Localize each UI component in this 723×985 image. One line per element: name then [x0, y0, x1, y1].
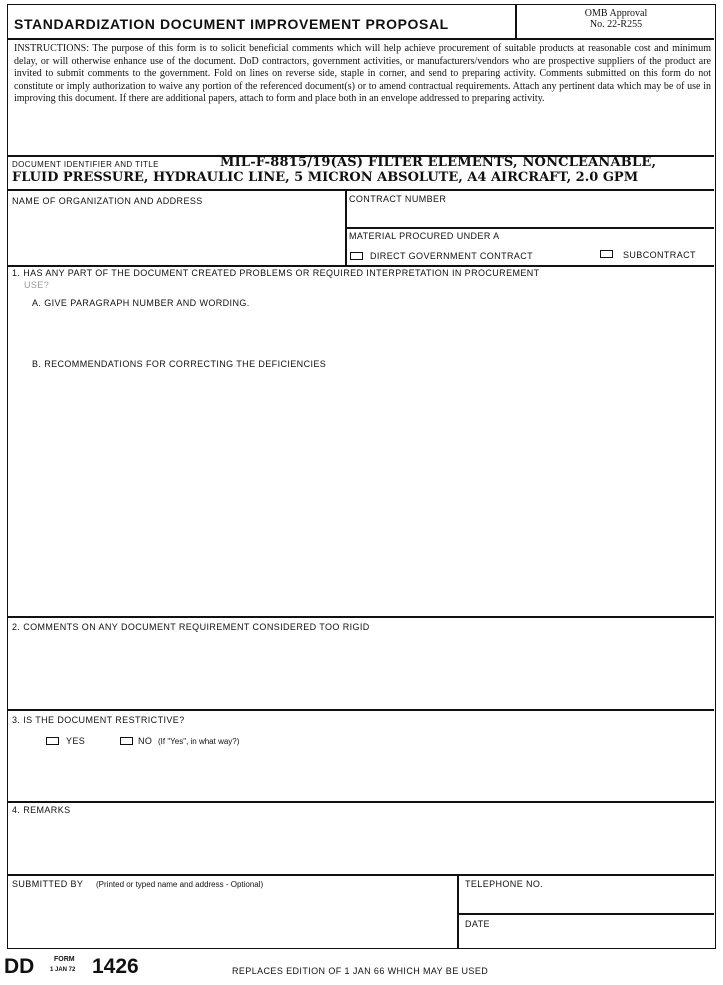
form-dd-label: DD	[4, 955, 35, 978]
telephone-field[interactable]	[460, 893, 712, 912]
divider	[8, 801, 714, 803]
submitted-by-label: SUBMITTED BY	[12, 879, 84, 889]
section1-response-area[interactable]	[8, 310, 714, 615]
divider	[457, 913, 714, 915]
yes-label: YES	[66, 736, 86, 746]
subcontract-label: SUBCONTRACT	[623, 250, 696, 260]
form-date: 1 JAN 72	[50, 967, 76, 973]
omb-approval-line2: No. 22-R255	[589, 19, 643, 30]
divider	[8, 709, 714, 711]
form-title: STANDARDIZATION DOCUMENT IMPROVEMENT PROPOSAL	[14, 16, 449, 32]
organization-label: NAME OF ORGANIZATION AND ADDRESS	[12, 196, 203, 206]
submitted-by-field[interactable]	[8, 893, 456, 945]
remarks-response-area[interactable]	[8, 817, 714, 873]
form-word: FORM	[54, 956, 75, 963]
omb-approval-line1: OMB Approval	[584, 8, 648, 19]
divider	[8, 874, 714, 876]
document-identifier-label: DOCUMENT IDENTIFIER AND TITLE	[12, 160, 159, 169]
direct-contract-checkbox[interactable]	[350, 252, 363, 260]
no-checkbox[interactable]	[120, 737, 133, 745]
section1-question: 1. HAS ANY PART OF THE DOCUMENT CREATED PROBLEMS OR REQUIRED INTERPRETATION IN PROCUREMENT	[12, 268, 540, 278]
submitted-by-hint: (Printed or typed name and address - Optional)	[96, 880, 264, 889]
yes-checkbox[interactable]	[46, 737, 59, 745]
section4-label: 4. REMARKS	[12, 805, 71, 815]
date-field[interactable]	[460, 931, 712, 946]
direct-contract-label: DIRECT GOVERNMENT CONTRACT	[370, 251, 534, 261]
instructions-text: INSTRUCTIONS: The purpose of this form is to solicit beneficial comments which will help achieve procurement of suitable products at reasonable cost and minimum delay, or will otherwise enhance use of the document. DoD contractors, government activities, or manufacturers/vendors who are prospective suppliers of the product are invited to submit comments to the government. Fold on lines on reverse side, staple in corner, and send to preparing activity. Comments submitted on this form do not constitute or imply authorization to waive any portion of the referenced document(s) or to amend contractual requirements. Attach any pertinent data which may be of use in improving this document. If there are additional papers, attach to form and place both in an envelope addressed to preparing activity.	[14, 43, 711, 105]
divider	[515, 5, 517, 38]
divider	[8, 189, 714, 191]
document-title-line2: FLUID PRESSURE, HYDRAULIC LINE, 5 MICRON ABSOLUTE, A4 AIRCRAFT, 2.0 GPM	[12, 170, 639, 185]
no-label: NO	[138, 736, 153, 746]
divider	[457, 874, 459, 948]
section3-response-area[interactable]	[8, 751, 714, 799]
divider	[8, 265, 714, 267]
section3-label: 3. IS THE DOCUMENT RESTRICTIVE?	[12, 715, 185, 725]
section1b-label: B. RECOMMENDATIONS FOR CORRECTING THE DEFICIENCIES	[32, 359, 327, 369]
document-title-line1: MIL-F-8815/19(AS) FILTER ELEMENTS, NONCLEANABLE,	[220, 155, 657, 170]
form-number: 1426	[92, 955, 139, 978]
improvement-proposal-form	[7, 4, 716, 949]
section2-label: 2. COMMENTS ON ANY DOCUMENT REQUIREMENT CONSIDERED TOO RIGID	[12, 622, 370, 632]
divider	[345, 227, 714, 229]
replaces-edition-note: REPLACES EDITION OF 1 JAN 66 WHICH MAY BE USED	[232, 966, 489, 976]
divider	[8, 616, 714, 618]
date-label: DATE	[465, 919, 490, 929]
subcontract-checkbox[interactable]	[600, 250, 613, 258]
divider	[8, 38, 714, 40]
section1-question-cont: USE?	[24, 280, 50, 290]
telephone-label: TELEPHONE NO.	[465, 879, 544, 889]
contract-number-label: CONTRACT NUMBER	[349, 194, 447, 204]
material-procured-label: MATERIAL PROCURED UNDER A	[349, 231, 500, 241]
section1a-label: A. GIVE PARAGRAPH NUMBER AND WORDING.	[32, 298, 250, 308]
section2-response-area[interactable]	[8, 635, 714, 707]
section3-hint: (If "Yes", in what way?)	[158, 737, 240, 746]
